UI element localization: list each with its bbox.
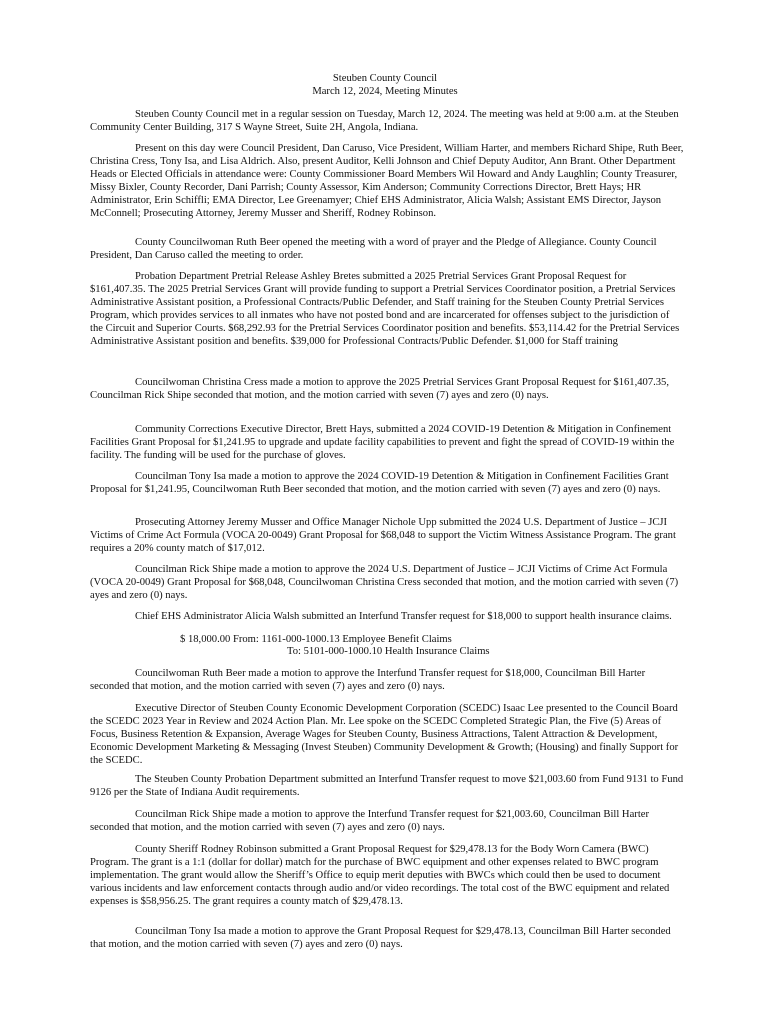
paragraph-probation-motion: Councilman Rick Shipe made a motion to approve the Interfund Transfer request for $21,003.60, Councilman Bill Harter seconded that motion, and the motion carried with seven (7) ayes and zero (0) nays. xyxy=(90,809,649,833)
paragraph-probation-transfer: The Steuben County Probation Department submitted an Interfund Transfer request to move $21,003.60 from Fund 9131 to Fund 9126 per the State of Indiana Audit requirements. xyxy=(90,774,684,798)
paragraph-bwc-request: County Sheriff Rodney Robinson submitted a Grant Proposal Request for $29,478.13 for the Body Worn Camera (BWC) Program. The grant is a 1:1 (dollar for dollar) match for the purchase of BWC equipment and other expenses related to BWC program implementation. The grant would allow the Sheriff’s Office to equip merit deputies with BWCs which could then be used to document various incidents and law enforcement contacts through audio and/or video recordings. The total cost of the BWC equipment and related expenses is $58,956.25. The grant requires a county match of $29,478.13. xyxy=(90,844,670,907)
paragraph-session: Steuben County Council met in a regular session on Tuesday, March 12, 2024. The meeting was held at 9:00 a.m. at the Steuben Community Center Building, 317 S Wayne Street, Suite 2H, Angola, Indiana. xyxy=(90,109,679,133)
transfer-to-line: To: 5101-000-1000.10 Health Insurance Claims xyxy=(287,646,490,657)
paragraph-pretrial-motion: Councilwoman Christina Cress made a motion to approve the 2025 Pretrial Services Grant Proposal Request for $161,407.35, Councilman Rick Shipe seconded that motion, and the motion carried with seven (7) ayes and zero (0) nays. xyxy=(90,377,670,401)
document-subtitle: March 12, 2024, Meeting Minutes xyxy=(312,86,458,97)
paragraph-scedc: Executive Director of Steuben County Economic Development Corporation (SCEDC) Isaac Lee presented to the Council Board the SCEDC 2023 Year in Review and 2024 Action Plan. Mr. Lee spoke on the SCEDC Completed Strategic Plan, the Five (5) Areas of Focus, Business Retention & Expansion, Average Wages for Steuben County, Business Attractions, Talent Attraction & Development, Economic Development Marketing & Messaging (Invest Steuben) Community Development & Growth; (Housing) and finally Support for the SCEDC. xyxy=(90,703,679,766)
paragraph-voca-motion: Councilman Rick Shipe made a motion to approve the 2024 U.S. Department of Justice – JCJI Victims of Crime Act Formula (VOCA 20-0049) Grant Proposal for $68,048, Councilwoman Christina Cress seconded that motion, and the motion carried with seven (7) ayes and zero (0) nays. xyxy=(90,564,679,601)
paragraph-attendance: Present on this day were Council President, Dan Caruso, Vice President, William Harter, and members Richard Shipe, Ruth Beer, Christina Cress, Tony Isa, and Lisa Aldrich. Also, present Auditor, Kelli Johnson and Chief Deputy Auditor, Ann Brant. Other Department Heads or Elected Officials in attendance were: County Commissioner Board Members Wil Howard and Andy Laughlin; County Treasurer, Missy Bixler, County Recorder, Dani Parrish; County Assessor, Kim Anderson; Community Corrections Director, Brett Hays; HR Administrator, Erin Schiffli; EMA Director, Lee Greenamyer; Chief EHS Administrator, Alicia Walsh; Assistant EMS Director, Jayson McConnell; Prosecuting Attorney, Jeremy Musser and Sheriff, Rodney Robinson. xyxy=(90,143,684,219)
document-title: Steuben County Council xyxy=(332,73,438,84)
paragraph-opening: County Councilwoman Ruth Beer opened the meeting with a word of prayer and the Pledge of Allegiance. County Council President, Dan Caruso called the meeting to order. xyxy=(90,237,657,261)
paragraph-voca-request: Prosecuting Attorney Jeremy Musser and Office Manager Nichole Upp submitted the 2024 U.S. Department of Justice – JCJI Victims of Crime Act Formula (VOCA 20-0049) Grant Proposal for $68,048 to support the Victim Witness Assistance Program. The grant requires a 20% county match of $17,012. xyxy=(90,517,676,554)
paragraph-ehs-motion: Councilwoman Ruth Beer made a motion to approve the Interfund Transfer request for $18,000, Councilman Bill Harter seconded that motion, and the motion carried with seven (7) ayes and zero (0) nays. xyxy=(90,668,646,692)
paragraph-covid-motion: Councilman Tony Isa made a motion to approve the 2024 COVID-19 Detention & Mitigation in Confinement Facilities Grant Proposal for $1,241.95, Councilwoman Ruth Beer seconded that motion, and the motion carried with seven (7) ayes and zero (0) nays. xyxy=(90,471,669,495)
paragraph-ehs-transfer: Chief EHS Administrator Alicia Walsh submitted an Interfund Transfer request for $18,000 to support health insurance claims. xyxy=(135,611,672,622)
paragraph-pretrial-request: Probation Department Pretrial Release Ashley Bretes submitted a 2025 Pretrial Services Grant Proposal Request for $161,407.35. The 2025 Pretrial Services Grant will provide funding to support a Pretrial Services Coordinator position, a Pretrial Services Administrative Assistant position, a Professional Contracts/Public Defender, and Staff training for the Steuben County Pretrial Services Program, which provides services to all inmates who have not posted bond and are incarcerated for offenses subject to the jurisdiction of the Circuit and Superior Courts. $68,292.93 for the Pretrial Services Coordinator position and benefits. $53,114.42 for the Pretrial Services Administrative Assistant position and benefits. $39,000 for Professional Contracts/Public Defender. $1,000 for Staff training xyxy=(90,271,680,347)
transfer-from-line: $ 18,000.00 From: 1161-000-1000.13 Employee Benefit Claims xyxy=(180,634,452,645)
paragraph-bwc-motion: Councilman Tony Isa made a motion to approve the Grant Proposal Request for $29,478.13, Councilman Bill Harter seconded that motion, and the motion carried with seven (7) ayes and zero (0) nays. xyxy=(90,926,671,950)
paragraph-covid-request: Community Corrections Executive Director, Brett Hays, submitted a 2024 COVID-19 Detention & Mitigation in Confinement Facilities Grant Proposal for $1,241.95 to upgrade and update facility capabilities to prevent and fight the spread of COVID-19 within the facility. The funding will be used for the purchase of gloves. xyxy=(90,424,675,461)
